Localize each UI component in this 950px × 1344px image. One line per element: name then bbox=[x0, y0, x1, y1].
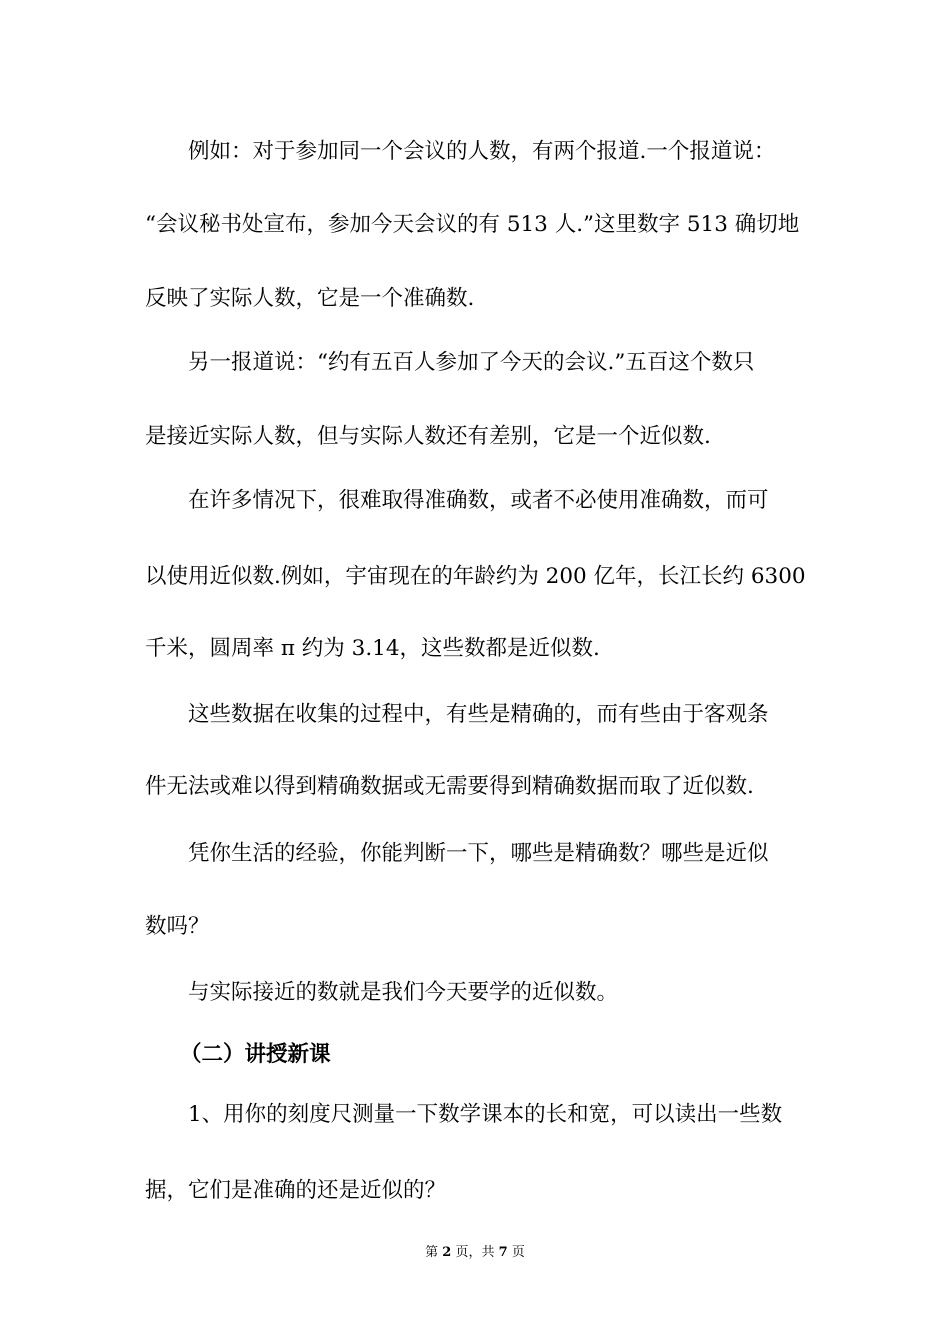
footer-page-number: 2 bbox=[442, 1245, 452, 1260]
paragraph-line: 反映了实际人数，它是一个准确数. bbox=[145, 286, 475, 311]
paragraph-line: 另一报道说：“约有五百人参加了今天的会议.”五百这个数只 bbox=[188, 350, 755, 375]
paragraph-line: 是接近实际人数，但与实际人数还有差别，它是一个近似数. bbox=[145, 424, 711, 449]
footer-prefix: 第 bbox=[425, 1245, 439, 1260]
footer-middle: 页，共 bbox=[455, 1245, 495, 1260]
paragraph-line: 据，它们是准确的还是近似的？ bbox=[145, 1178, 447, 1203]
paragraph-line: 在许多情况下，很难取得准确数，或者不必使用准确数，而可 bbox=[188, 488, 769, 513]
page-footer bbox=[0, 1244, 950, 1262]
paragraph-line: 件无法或难以得到精确数据或无需要得到精确数据而取了近似数. bbox=[145, 774, 754, 799]
footer-total-pages: 7 bbox=[498, 1245, 508, 1260]
paragraph-line: 以使用近似数.例如，宇宙现在的年龄约为 200 亿年，长江长约 6300 bbox=[145, 564, 806, 589]
paragraph-line: 这些数据在收集的过程中，有些是精确的，而有些由于客观条 bbox=[188, 702, 769, 727]
paragraph-line: 数吗？ bbox=[145, 914, 210, 939]
paragraph-line: 例如：对于参加同一个会议的人数，有两个报道.一个报道说： bbox=[188, 139, 776, 164]
paragraph-line: 千米，圆周率 π 约为 3.14，这些数都是近似数. bbox=[145, 636, 600, 661]
paragraph-line: “会议秘书处宣布，参加今天会议的有 513 人.”这里数字 513 确切地 bbox=[145, 212, 800, 237]
paragraph-line: 与实际接近的数就是我们今天要学的近似数。 bbox=[188, 980, 619, 1005]
section-heading: （二）讲授新课 bbox=[180, 1042, 331, 1067]
paragraph-line: 1、用你的刻度尺测量一下数学课本的长和宽，可以读出一些数 bbox=[188, 1102, 783, 1127]
paragraph-line: 凭你生活的经验，你能判断一下，哪些是精确数？哪些是近似 bbox=[188, 841, 769, 866]
footer-suffix: 页 bbox=[511, 1245, 525, 1260]
